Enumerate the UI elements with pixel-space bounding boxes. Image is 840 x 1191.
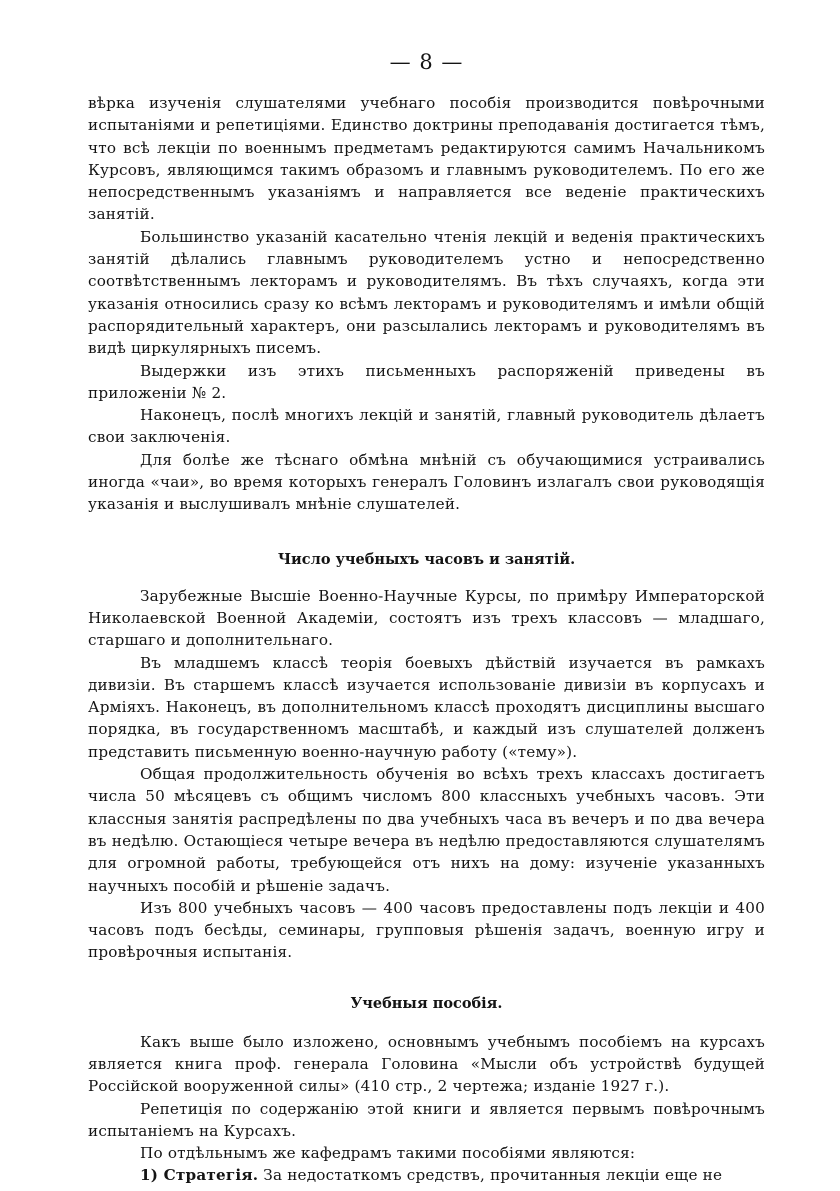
paragraph: Зарубежные Высшіе Военно-Научные Курсы, по примѣру Императорской Николаевской Военной Академіи, состоятъ изъ трехъ классовъ — младшаго, старшаго и дополнительнаго.	[88, 586, 765, 650]
paragraph: Репетиція по содержанію этой книги и является первымъ повѣрочнымъ испытаніемъ на Курсахъ.	[88, 1099, 765, 1140]
paragraph: Выдержки изъ этихъ письменныхъ распоряженій приведены въ приложеніи № 2.	[88, 361, 765, 402]
paragraph: По отдѣльнымъ же кафедрамъ такими пособіями являются:	[140, 1144, 636, 1163]
section-heading-study-hours: Число учебныхъ часовъ и занятій.	[277, 550, 576, 568]
list-item-label: 1) Стратегія.	[140, 1166, 259, 1185]
paragraph: вѣрка изученія слушателями учебнаго пособія производится повѣрочными испытаніями и репетиціями. Единство доктрины преподаванія достигается тѣмъ, что всѣ лекціи по военнымъ предметамъ редактируются самимъ Начальникомъ Курсовъ, являющимся такимъ образомъ и главнымъ руководителемъ. По его же непосредственнымъ указаніямъ и направляется все веденіе практическихъ занятій.	[88, 94, 765, 224]
page-number: — 8 —	[389, 50, 464, 74]
paragraph: Большинство указаній касательно чтенія лекцій и веденія практическихъ занятій дѣлались главнымъ руководителемъ устно и непосредственно соотвѣтственнымъ лекторамъ и руководителямъ. Въ тѣхъ случаяхъ, когда эти указанія относились сразу ко всѣмъ лекторамъ и руководителямъ и имѣли общій распорядительный характеръ, они разсылались лекторамъ и руководителямъ въ видѣ циркулярныхъ писемъ.	[88, 227, 765, 358]
paragraph: Какъ выше было изложено, основнымъ учебнымъ пособіемъ на курсахъ является книга проф. генерала Головина «Мысли объ устройствѣ будущей Россійской вооруженной силы» (410 стр., 2 чертежа; изданіе 1927 г.).	[88, 1032, 765, 1096]
paragraph: Въ младшемъ классѣ теорія боевыхъ дѣйствій изучается въ рамкахъ дивизіи. Въ старшемъ классѣ изучается использованіе дивизіи въ корпусахъ и Арміяхъ. Наконецъ, въ дополнительномъ классѣ проходятъ дисциплины высшаго порядка, въ государственномъ масштабѣ, и каждый изъ слушателей долженъ представить письменную военно-научную работу («тему»).	[88, 653, 765, 761]
paragraph: Изъ 800 учебныхъ часовъ — 400 часовъ предоставлены подъ лекціи и 400 часовъ подъ бесѣды, семинары, групповыя рѣшенія задачъ, военную игру и провѣрочныя испытанія.	[88, 898, 765, 962]
paragraph: Общая продолжительность обученія во всѣхъ трехъ классахъ достигаетъ числа 50 мѣсяцевъ съ общимъ числомъ 800 классныхъ учебныхъ часовъ. Эти классныя занятія распредѣлены по два учебныхъ часа въ вечеръ и по два вечера въ недѣлю. Остающіеся четыре вечера въ недѣлю предоставляются слушателямъ для огромной работы, требующейся отъ нихъ на дому: изученіе указанныхъ научныхъ пособій и рѣшеніе задачъ.	[88, 765, 765, 895]
paragraph: Наконецъ, послѣ многихъ лекцій и занятій, главный руководитель дѣлаетъ свои заключенія.	[88, 406, 765, 447]
section-heading-study-aids: Учебныя пособія.	[350, 994, 503, 1012]
list-item-strategy	[88, 1164, 765, 1186]
paragraph: Для болѣе же тѣснаго обмѣна мнѣній съ обучающимися устраивались иногда «чаи», во время которыхъ генералъ Головинъ излагалъ свои руководящія указанія и выслушивалъ мнѣніе слушателей.	[88, 450, 765, 514]
list-item-text: За недостаткомъ средствъ, прочитанныя лекціи еще не	[258, 1166, 723, 1185]
